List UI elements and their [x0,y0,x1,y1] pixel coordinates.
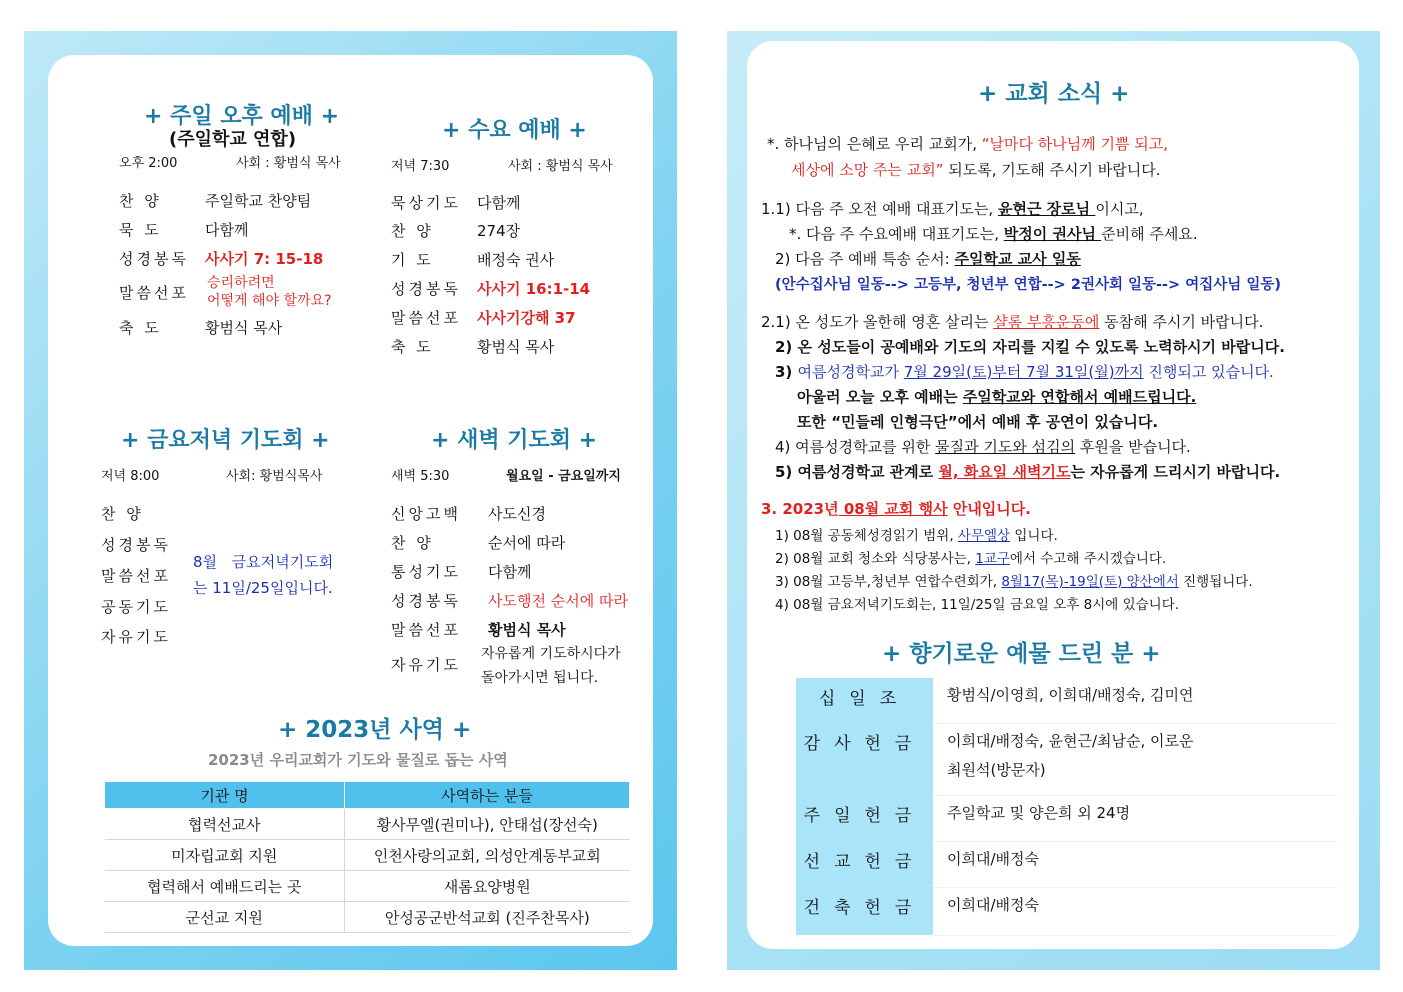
row-value: 사사기 7: 15-18 [205,250,324,268]
sunday-row [119,282,205,303]
dawn-days: 월요일 - 금요일까지 [506,469,621,484]
news-item-2-2: 2) 온 성도들이 공예배와 기도의 자리를 지킬 수 있도록 노력하시기 바랍니다. [775,338,1285,356]
row-label: 자유기도 [391,656,461,674]
dawn-prayer-title: + 새벽 기도회 + [431,428,598,453]
wednesday-row [391,192,520,213]
offering-label: 십일조 [796,678,933,723]
news-item-1-2-order: (안수집사님 일동--> 고등부, 청년부 연합--> 2권사회 일동--> 여집사님 일동) [775,277,1281,293]
row-value: 황범식 목사 [477,338,555,356]
dawn-free-prayer-line1: 자유롭게 기도하시다가 [481,646,621,662]
wednesday-service-title: + 수요 예배 + [442,118,587,143]
row-value: 274장 [477,222,521,240]
table-row [105,902,630,933]
offering-label: 주일헌금 [796,795,933,841]
row-value: 사사기강해 37 [477,309,576,327]
news-item-2-3b: 아울러 오늘 오후 예배는 주일학교와 연합해서 예배드립니다. [797,388,1197,406]
wednesday-row [391,220,520,241]
table-row [796,723,1337,795]
row-label: 성경봉독 [391,592,461,610]
news-item-1-1: 1.1) 다음 주 오전 예배 대표기도는, 윤현근 장로님 이시고, [761,200,1144,218]
row-value: 황범식 목사 [205,319,283,337]
offering-label: 선교헌금 [796,841,933,887]
row-label: 축 도 [119,319,162,337]
dawn-free-prayer-line2: 돌아가시면 됩니다. [481,670,599,686]
table-row [796,887,1337,935]
sunday-time: 오후 2:00 [119,156,178,171]
friday-row-label: 찬 양 [101,505,144,523]
row-value: 사도행전 순서에 따라 [488,592,628,610]
dawn-row [391,503,546,524]
news-item-2-4: 4) 여름성경학교를 위한 물질과 기도와 섬김의 후원을 받습니다. [775,438,1191,456]
table-cell: 군선교 지원 [105,902,345,933]
column-header: 기관 명 [105,782,345,809]
left-page-frame [24,31,677,970]
ministry-title: + 2023년 사역 + [278,717,472,743]
dawn-row [391,561,531,582]
row-label: 찬 양 [119,192,162,210]
news-title: + 교회 소식 + [978,81,1130,107]
sunday-service-title: + 주일 오후 예배 + [144,104,340,129]
table-cell: 협력해서 예배드리는 곳 [105,871,345,902]
row-value: 황범식 목사 [488,621,566,639]
row-label: 말씀선포 [391,309,461,327]
news-item-2-3c: 또한 “민들레 인형극단”에서 예배 후 공연이 있습니다. [797,413,1159,431]
wednesday-time: 저녁 7:30 [391,159,450,174]
wednesday-row [391,278,590,299]
table-row [105,840,630,871]
table-row [105,871,630,902]
row-value: 다함께 [477,194,521,212]
news-intro-line2: 세상에 소망 주는 교회” 되도록, 기도해 주시기 바랍니다. [791,161,1161,179]
friday-row-label: 자유기도 [101,628,171,646]
ministry-subtitle: 2023년 우리교회가 기도와 물질로 돕는 사역 [208,751,508,769]
row-label: 성경봉독 [391,280,461,298]
row-label: 찬 양 [391,222,434,240]
offering-label: 감사헌금 [796,723,933,795]
offering-names: 이희대/배정숙 [933,841,1337,887]
friday-note-line2: 는 11일/25일입니다. [193,579,333,597]
friday-leader: 사회: 황범식목사 [226,469,323,484]
sunday-leader: 사회 : 황범식 목사 [236,156,341,171]
row-value: 다함께 [488,563,532,581]
offering-title: + 향기로운 예물 드린 분 + [882,641,1161,667]
offering-names: 이희대/배정숙 [933,887,1337,935]
sunday-row [119,248,323,269]
friday-note-line1: 8월 금요저녁기도회 [193,553,334,571]
sunday-service-subtitle: (주일학교 연합) [169,129,297,150]
column-header: 사역하는 분들 [345,782,630,809]
row-value: 주일학교 찬양팀 [205,192,312,210]
news-item-3-2: 2) 08월 교회 청소와 식당봉사는, 1교구에서 수고해 주시겠습니다. [775,551,1167,567]
wednesday-leader: 사회 : 황범식 목사 [508,159,613,174]
news-item-3-3: 3) 08월 고등부,청년부 연합수련회가, 8월17(목)-19일(토) 양산에서 진행됩니다. [775,574,1253,590]
news-item-3-1: 1) 08월 공동체성경읽기 범위, 사무엘상 입니다. [775,528,1058,544]
row-label: 묵 도 [119,221,162,239]
friday-row-label: 공동기도 [101,598,171,616]
sermon-title-line2: 어떻게 해야 할까요? [207,293,332,309]
row-label: 축 도 [391,338,434,356]
row-label: 말씀선포 [391,621,461,639]
table-header-row [105,782,630,809]
wednesday-row [391,336,554,357]
table-cell: 미자립교회 지원 [105,840,345,871]
table-row [796,841,1337,887]
wednesday-row [391,307,576,328]
ministry-table [104,781,630,933]
friday-prayer-title: + 금요저녁 기도회 + [121,428,330,453]
offering-names: 이희대/배정숙, 윤현근/최남순, 이로운 최원석(방문자) [933,723,1337,795]
news-item-2-5: 5) 여름성경학교 관계로 월, 화요일 새벽기도는 자유롭게 드리시기 바랍니다. [775,463,1281,481]
friday-time: 저녁 8:00 [101,469,160,484]
table-cell: 안성공군반석교회 (진주찬목사) [345,902,630,933]
left-page-card [48,55,653,946]
news-item-2-1: 2.1) 온 성도가 올한해 영혼 살리는 샬롬 부흥운동에 동참해 주시기 바랍니다. [761,313,1264,331]
dawn-row [391,654,481,675]
row-value: 사사기 16:1-14 [477,280,591,298]
offering-table [796,678,1337,936]
news-item-3-4: 4) 08월 금요저녁기도회는, 11일/25일 금요일 오후 8시에 있습니다. [775,597,1180,613]
news-item-1-1b: *. 다음 주 수요예배 대표기도는, 박정이 권사님 준비해 주세요. [789,225,1198,243]
row-value: 사도신경 [488,505,546,523]
news-item-3-title: 3. 2023년 08월 교회 행사 안내입니다. [761,500,1031,518]
row-value: 다함께 [205,221,249,239]
dawn-row [391,532,565,553]
news-intro-line1: *. 하나님의 은혜로 우리 교회가, “날마다 하나님께 기쁨 되고, [767,135,1168,153]
sermon-title-line1: 승리하려면 [207,275,275,291]
news-item-2-3: 3) 여름성경학교가 7월 29일(토)부터 7월 31일(월)까지 진행되고 있습니다. [775,363,1274,381]
table-cell: 새롬요양병원 [345,871,630,902]
row-label: 성경봉독 [119,250,189,268]
table-cell: 협력선교사 [105,809,345,840]
row-label: 말씀선포 [119,284,189,302]
row-value: 순서에 따라 [488,534,566,552]
right-page-card [747,41,1359,949]
offering-names: 황범식/이영희, 이희대/배정숙, 김미연 [933,678,1337,723]
row-label: 신앙고백 [391,505,461,523]
table-cell: 황사무엘(권미나), 안태섭(장선숙) [345,809,630,840]
row-label: 기 도 [391,251,434,269]
news-item-1-2: 2) 다음 주 예배 특송 순서: 주일학교 교사 일동 [775,250,1081,268]
row-label: 통성기도 [391,563,461,581]
friday-row-label: 말씀선포 [101,567,171,585]
offering-label: 건축헌금 [796,887,933,935]
dawn-row [391,590,628,611]
table-row [105,809,630,840]
sunday-row [119,317,282,338]
table-row [796,678,1337,723]
row-label: 묵상기도 [391,194,461,212]
dawn-time: 새벽 5:30 [391,469,450,484]
row-label: 찬 양 [391,534,434,552]
dawn-row [391,619,566,640]
friday-row-label: 성경봉독 [101,536,171,554]
offering-names: 주일학교 및 양은희 외 24명 [933,795,1337,841]
wednesday-row [391,249,554,270]
row-value: 배정숙 권사 [477,251,555,269]
table-cell: 인천사랑의교회, 의성안계동부교회 [345,840,630,871]
right-page-frame [727,31,1380,970]
sunday-row [119,219,248,240]
table-row [796,795,1337,841]
sunday-row [119,190,311,211]
